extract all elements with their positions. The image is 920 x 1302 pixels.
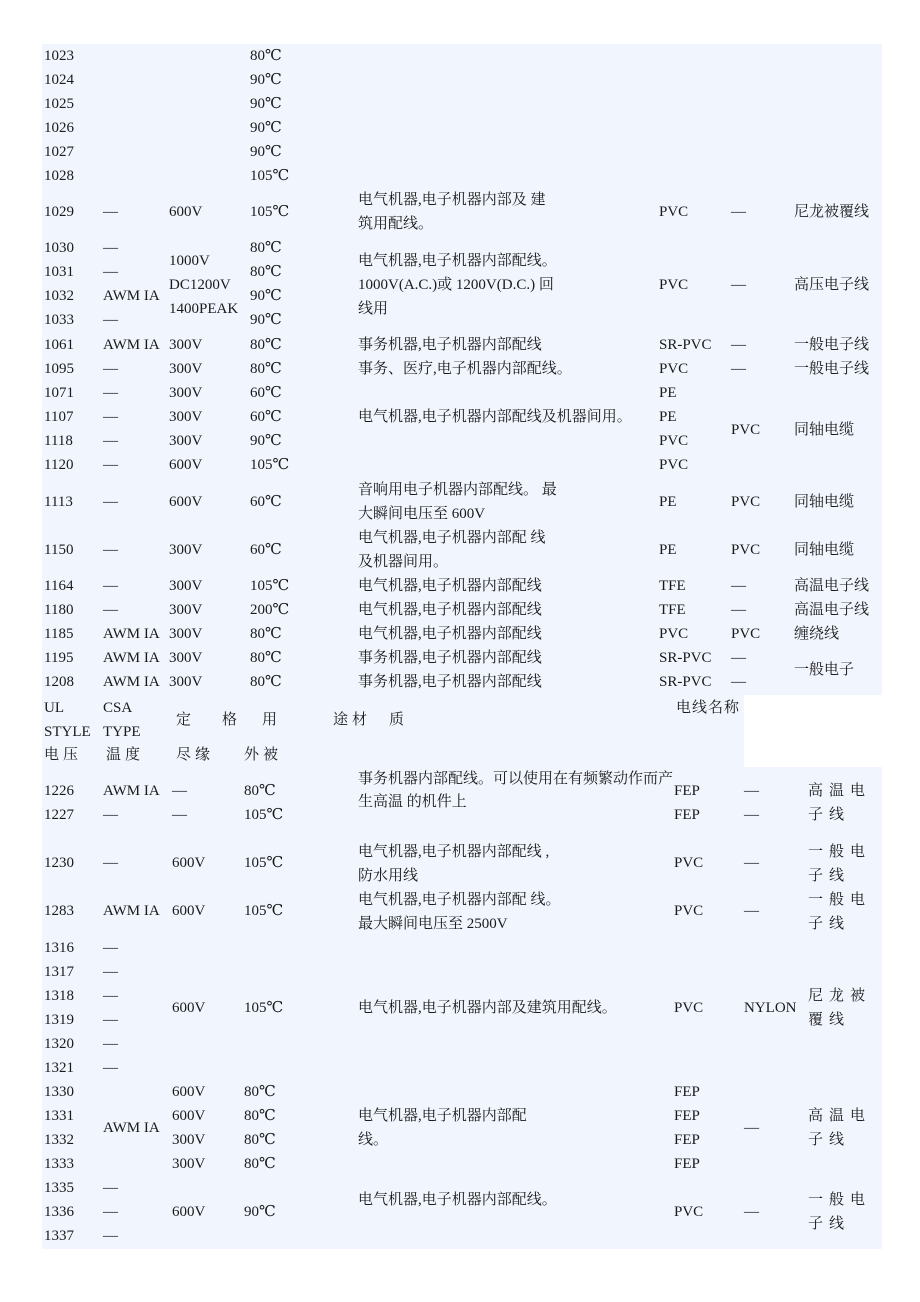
voltage: 600V — [169, 494, 203, 510]
outer-sheath: PVC — [731, 542, 761, 558]
wire-name: 缠绕线 — [794, 626, 840, 642]
outer-sheath: — — [744, 1120, 759, 1136]
temperature: 105℃ — [244, 903, 284, 919]
wire-name: 同轴电缆 — [794, 422, 855, 438]
ul-style: 1027 — [44, 144, 74, 160]
voltage: — — [172, 807, 187, 823]
material: PVC — [674, 1000, 704, 1016]
wire-name: 高温电子线 — [808, 783, 872, 823]
header-type: TYPE — [103, 724, 141, 740]
temperature: 105℃ — [244, 1000, 284, 1016]
ul-style: 1180 — [44, 602, 74, 618]
wire-name: 同轴电缆 — [794, 494, 855, 510]
wire-name: 同轴电缆 — [794, 542, 855, 558]
wire-name: 一般电子线 — [808, 844, 872, 884]
temperature: 105℃ — [250, 168, 290, 184]
application: 电气机器,电子机器内部配 线及机器间用。 — [358, 530, 546, 570]
material: PVC — [659, 626, 689, 642]
outer-sheath: — — [731, 337, 746, 353]
csa-type: — — [103, 1060, 118, 1076]
application: 事务机器内部配线。可以使用在有频繁动作而产生高温 的机件上 — [358, 771, 674, 810]
header-csa: CSA — [103, 700, 133, 716]
material: SR-PVC — [659, 650, 712, 666]
header-ding: 定 — [176, 712, 192, 728]
outer-sheath: — — [744, 903, 759, 919]
outer-sheath: — — [731, 602, 746, 618]
csa-type: — — [103, 1012, 118, 1028]
voltage: 600V — [172, 855, 206, 871]
header-insulation: 尽缘 — [176, 747, 215, 763]
wire-name: 一般电子线 — [794, 361, 870, 377]
material: FEP — [674, 783, 700, 799]
temperature: 60℃ — [250, 385, 282, 401]
wire-name: 尼龙被覆线 — [808, 988, 872, 1028]
application: 事务、医疗,电子机器内部配线。 — [358, 361, 572, 377]
ul-style: 1330 — [44, 1084, 74, 1100]
temperature: 80℃ — [250, 337, 282, 353]
csa-type: — — [103, 940, 118, 956]
temperature: 90℃ — [250, 144, 282, 160]
temperature: 90℃ — [250, 288, 282, 304]
temperature: 80℃ — [244, 1156, 276, 1172]
header-tu: 途 — [333, 712, 349, 728]
voltage: 300V — [169, 626, 203, 642]
voltage: 600V — [172, 1084, 206, 1100]
ul-style: 1332 — [44, 1132, 74, 1148]
application: 事务机器,电子机器内部配线 — [358, 650, 542, 666]
csa-type: AWM IA — [103, 783, 160, 799]
csa-type: AWM IA — [103, 626, 160, 642]
voltage: 300V — [169, 385, 203, 401]
outer-sheath: PVC — [731, 626, 761, 642]
material: PVC — [659, 204, 689, 220]
ul-style: 1336 — [44, 1204, 74, 1220]
material: FEP — [674, 1108, 700, 1124]
voltage: 300V — [169, 650, 203, 666]
application: 电气机器,电子机器内部及建筑用配线。 — [358, 1000, 617, 1016]
ul-style: 1118 — [44, 433, 73, 449]
outer-sheath: — — [731, 578, 746, 594]
application: 电气机器,电子机器内部配线。 — [358, 1192, 557, 1208]
csa-type: — — [103, 1204, 118, 1220]
material: FEP — [674, 807, 700, 823]
ul-style: 1030 — [44, 240, 74, 256]
header-voltage: 电压 — [44, 747, 83, 763]
header-cai: 材 — [352, 712, 368, 728]
material: PE — [659, 494, 677, 510]
material: SR-PVC — [659, 674, 712, 690]
temperature: 90℃ — [250, 72, 282, 88]
csa-type: — — [103, 312, 118, 328]
material: PVC — [659, 277, 689, 293]
temperature: 105℃ — [244, 855, 284, 871]
csa-type: — — [103, 578, 118, 594]
voltage: 300V — [172, 1156, 206, 1172]
voltage: 600V — [169, 457, 203, 473]
temperature: 80℃ — [244, 783, 276, 799]
application: 事务机器,电子机器内部配线 — [358, 337, 542, 353]
ul-style: 1107 — [44, 409, 74, 425]
temperature: 80℃ — [244, 1084, 276, 1100]
csa-type: — — [103, 1228, 118, 1244]
ul-style: 1316 — [44, 940, 74, 956]
temperature: 105℃ — [250, 578, 290, 594]
ul-style: 1024 — [44, 72, 74, 88]
wire-name: 一般电子线 — [808, 1192, 872, 1232]
temperature: 105℃ — [250, 457, 290, 473]
outer-sheath: — — [744, 1204, 759, 1220]
material: PVC — [659, 361, 689, 377]
ul-style: 1227 — [44, 807, 74, 823]
wire-name: 高温电子线 — [794, 602, 870, 618]
ul-style: 1032 — [44, 288, 74, 304]
application: 电气机器,电子机器内部配线及机器间用。 — [358, 409, 632, 425]
material: FEP — [674, 1132, 700, 1148]
temperature: 90℃ — [250, 312, 282, 328]
csa-type: — — [103, 542, 118, 558]
csa-type: — — [103, 361, 118, 377]
header-zhi: 质 — [389, 712, 405, 728]
header-yong: 用 — [262, 712, 278, 728]
ul-style: 1029 — [44, 204, 74, 220]
outer-sheath: — — [731, 650, 746, 666]
header-outer: 外被 — [244, 747, 283, 763]
material: PE — [659, 542, 677, 558]
header-temp: 温度 — [106, 747, 145, 763]
application: 电气机器,电子机器内部配线。 1000V(A.C.)或 1200V(D.C.) 回线用 — [358, 253, 557, 317]
csa-type: — — [103, 240, 118, 256]
material: PVC — [674, 1204, 704, 1220]
ul-style: 1319 — [44, 1012, 74, 1028]
ul-style: 1033 — [44, 312, 74, 328]
csa-type: — — [103, 204, 118, 220]
temperature: 60℃ — [250, 409, 282, 425]
ul-style: 1164 — [44, 578, 74, 594]
ul-style: 1071 — [44, 385, 74, 401]
outer-sheath: NYLON — [744, 1000, 797, 1016]
outer-sheath: — — [744, 855, 759, 871]
ul-style: 1317 — [44, 964, 74, 980]
csa-type: — — [103, 807, 118, 823]
voltage: — — [172, 783, 187, 799]
ul-style: 1321 — [44, 1060, 74, 1076]
voltage: 600V — [172, 1108, 206, 1124]
csa-type: — — [103, 457, 118, 473]
temperature: 105℃ — [250, 204, 290, 220]
voltage: 1000V DC1200V 1400PEAK — [169, 253, 239, 317]
wire-name: 高温电子线 — [794, 578, 870, 594]
voltage: 600V — [169, 204, 203, 220]
voltage: 600V — [172, 903, 206, 919]
application: 事务机器,电子机器内部配线 — [358, 674, 542, 690]
voltage: 300V — [169, 602, 203, 618]
voltage: 300V — [172, 1132, 206, 1148]
temperature: 80℃ — [244, 1132, 276, 1148]
ul-style: 1283 — [44, 903, 74, 919]
csa-type: — — [103, 1036, 118, 1052]
ul-style: 1226 — [44, 783, 74, 799]
outer-sheath: — — [731, 277, 746, 293]
outer-sheath: — — [744, 807, 759, 823]
wire-name: 尼龙被覆线 — [794, 204, 870, 220]
csa-type: — — [103, 433, 118, 449]
ul-style: 1031 — [44, 264, 74, 280]
outer-sheath: — — [731, 674, 746, 690]
temperature: 90℃ — [250, 433, 282, 449]
material: TFE — [659, 602, 686, 618]
ul-style: 1061 — [44, 337, 74, 353]
temperature: 60℃ — [250, 542, 282, 558]
material: PVC — [659, 433, 689, 449]
csa-type: — — [103, 988, 118, 1004]
csa-type: — — [103, 964, 118, 980]
temperature: 80℃ — [250, 626, 282, 642]
ul-style: 1113 — [44, 494, 73, 510]
voltage: 300V — [169, 361, 203, 377]
outer-sheath: — — [731, 204, 746, 220]
application: 电气机器,电子机器内部配 线。最大瞬间电压至 2500V — [358, 892, 561, 932]
ul-style: 1028 — [44, 168, 74, 184]
outer-sheath: PVC — [731, 494, 761, 510]
application: 电气机器,电子机器内部及 建筑用配线。 — [358, 192, 546, 232]
material: PE — [659, 409, 677, 425]
ul-style: 1025 — [44, 96, 74, 112]
wire-name: 一般电子线 — [794, 337, 870, 353]
material: PVC — [659, 457, 689, 473]
application: 电气机器,电子机器内部配线 ,防水用线 — [358, 844, 550, 884]
csa-type: — — [103, 385, 118, 401]
ul-style: 1120 — [44, 457, 74, 473]
temperature: 90℃ — [244, 1204, 276, 1220]
application: 音响用电子机器内部配线。 最大瞬间电压至 600V — [358, 482, 557, 522]
wire-name: 一般电子线 — [808, 892, 872, 932]
temperature: 105℃ — [244, 807, 284, 823]
header-style: STYLE — [44, 724, 91, 740]
ul-style: 1337 — [44, 1228, 74, 1244]
voltage: 300V — [169, 542, 203, 558]
wire-name: 高温电子线 — [808, 1108, 872, 1148]
outer-sheath: PVC — [731, 422, 761, 438]
header-wire-name: 电线名称 — [676, 700, 741, 716]
csa-type: — — [103, 1180, 118, 1196]
voltage: 300V — [169, 578, 203, 594]
csa-type: — — [103, 855, 118, 871]
csa-type: AWM IA — [103, 1120, 160, 1136]
csa-type: — — [103, 602, 118, 618]
outer-sheath: — — [731, 361, 746, 377]
temperature: 80℃ — [250, 361, 282, 377]
ul-style: 1318 — [44, 988, 74, 1004]
temperature: 80℃ — [250, 264, 282, 280]
ul-style: 1230 — [44, 855, 74, 871]
voltage: 300V — [169, 337, 203, 353]
application: 电气机器,电子机器内部配线 — [358, 602, 542, 618]
voltage: 300V — [169, 433, 203, 449]
material: PE — [659, 385, 677, 401]
temperature: 80℃ — [250, 240, 282, 256]
temperature: 200℃ — [250, 602, 290, 618]
ul-style: 1335 — [44, 1180, 74, 1196]
csa-type: AWM IA — [103, 650, 160, 666]
ul-style: 1185 — [44, 626, 74, 642]
temperature: 90℃ — [250, 120, 282, 136]
ul-style: 1026 — [44, 120, 74, 136]
temperature: 80℃ — [250, 650, 282, 666]
ul-style: 1150 — [44, 542, 74, 558]
temperature: 80℃ — [244, 1108, 276, 1124]
material: PVC — [674, 855, 704, 871]
ul-style: 1023 — [44, 48, 74, 64]
wire-name: 一般电子 — [794, 662, 855, 678]
ul-style: 1333 — [44, 1156, 74, 1172]
temperature: 80℃ — [250, 674, 282, 690]
outer-sheath: — — [744, 783, 759, 799]
voltage: 300V — [169, 409, 203, 425]
header-ge: 格 — [222, 712, 238, 728]
csa-type: AWM IA — [103, 337, 160, 353]
application: 电气机器,电子机器内部配线 — [358, 626, 542, 642]
csa-type: — — [103, 264, 118, 280]
ul-style: 1095 — [44, 361, 74, 377]
ul-style: 1320 — [44, 1036, 74, 1052]
application: 电气机器,电子机器内部配线 — [358, 578, 542, 594]
material: FEP — [674, 1084, 700, 1100]
csa-type: AWM IA — [103, 674, 160, 690]
ul-style: 1195 — [44, 650, 74, 666]
material: SR-PVC — [659, 337, 712, 353]
temperature: 90℃ — [250, 96, 282, 112]
csa-type: — — [103, 409, 118, 425]
material: FEP — [674, 1156, 700, 1172]
voltage: 600V — [172, 1204, 206, 1220]
header-ul: UL — [44, 700, 64, 716]
ul-style: 1208 — [44, 674, 74, 690]
ul-style: 1331 — [44, 1108, 74, 1124]
voltage: 300V — [169, 674, 203, 690]
temperature: 80℃ — [250, 48, 282, 64]
temperature: 60℃ — [250, 494, 282, 510]
application: 电气机器,电子机器内部配 线。 — [358, 1108, 527, 1148]
csa-type: — — [103, 494, 118, 510]
material: PVC — [674, 903, 704, 919]
csa-type: AWM IA — [103, 288, 160, 304]
csa-type: AWM IA — [103, 903, 160, 919]
wire-name: 高压电子线 — [794, 277, 870, 293]
voltage: 600V — [172, 1000, 206, 1016]
material: TFE — [659, 578, 686, 594]
